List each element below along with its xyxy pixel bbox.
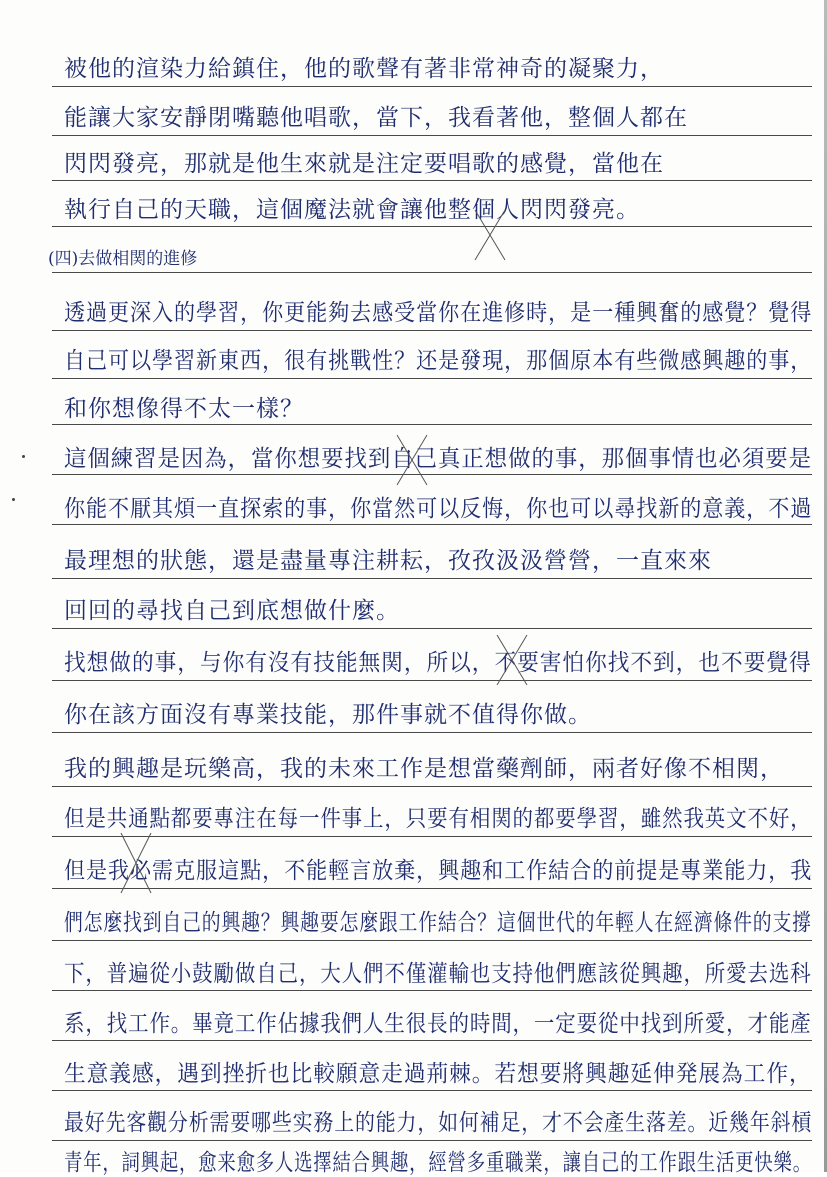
scan-speck	[12, 498, 15, 501]
handwritten-line: 最理想的狀態，還是盡量專注耕耘，孜孜汲汲營營，一直來來	[64, 548, 712, 574]
ruled-line	[52, 628, 812, 629]
ruled-line	[52, 1090, 812, 1091]
handwritten-line: 透過更深入的學習，你更能夠去感受當你在進修時，是一種興奮的感覺？覺得	[64, 300, 813, 326]
ruled-line	[52, 474, 812, 475]
ruled-line	[52, 786, 812, 787]
ruled-line	[52, 578, 812, 579]
ruled-line	[52, 180, 812, 181]
ruled-line	[52, 524, 812, 525]
handwritten-line: 你在該方面沒有專業技能，那件事就不值得你做。	[64, 702, 592, 728]
handwritten-line: 生意義感，遇到挫折也比較願意走過荊棘。若想要將興趣延伸発展為工作，	[64, 1061, 812, 1087]
ruled-line	[52, 1040, 812, 1041]
scan-speck	[22, 455, 25, 458]
pencil-cross-mark	[392, 430, 432, 490]
handwritten-line: 你能不厭其煩一直探索的事，你當然可以反悔，你也可以尋找新的意義，不過	[64, 496, 813, 522]
pencil-cross-mark	[470, 205, 510, 265]
handwritten-line: 閃閃發亮，那就是他生來就是注定要唱歌的感覺，當他在	[64, 151, 664, 177]
ruled-line	[52, 680, 812, 681]
ruled-line	[52, 836, 812, 837]
section-heading: (四)去做相関的進修	[48, 249, 198, 269]
ruled-line	[52, 940, 812, 941]
handwritten-line: 們怎麼找到自己的興趣？興趣要怎麼跟工作結合？這個世代的年輕人在經濟條件的支撐	[64, 910, 812, 936]
handwritten-line: 自己可以學習新東西，很有挑戰性？还是發現，那個原本有些微感興趣的事，	[64, 348, 813, 374]
handwritten-line: 但是共通點都要專注在每一件事上，只要有相関的都要學習，雖然我英文不好，	[64, 806, 812, 832]
ruled-line	[52, 272, 812, 273]
handwritten-line: 找想做的事，与你有沒有技能無関，所以，不要害怕你找不到，也不要覺得	[64, 650, 812, 676]
handwritten-line: 被他的渲染力給鎮住，他的歌聲有著非常神奇的凝聚力，	[64, 56, 664, 82]
ruled-line	[52, 888, 812, 889]
ruled-line	[52, 330, 812, 331]
handwritten-line: 我的興趣是玩樂高，我的未來工作是想當藥劑師，兩者好像不相関，	[64, 756, 784, 782]
handwritten-line: 回回的尋找自己到底想做什麼。	[64, 598, 400, 624]
ruled-line	[52, 135, 812, 136]
ruled-line	[52, 424, 812, 425]
handwritten-line: 系，找工作。畢竟工作佔據我們人生很長的時間，一定要從中找到所愛，才能產	[64, 1011, 812, 1037]
handwritten-line: 執行自己的天職，這個魔法就會讓他整個人閃閃發亮。	[64, 197, 640, 223]
handwritten-line: 但是我必需克服這點，不能輕言放棄，興趣和工作結合的前提是專業能力，我	[64, 858, 813, 884]
handwritten-line: 下，普遍從小鼓勵做自己，大人們不僅灌輸也支持他們應該從興趣，所愛去选科	[64, 961, 812, 987]
handwritten-line: 這個練習是因為，當你想要找到自己真正想做的事，那個事情也必須要是	[64, 446, 813, 472]
ruled-line	[52, 732, 812, 733]
ruled-line	[52, 86, 812, 87]
handwritten-line: 青年，詞興起，愈来愈多人选擇結合興趣，經營多重職業，讓自己的工作跟生活更快樂。	[64, 1150, 812, 1176]
ruled-line	[52, 1140, 812, 1141]
handwritten-line: 和你想像得不太一樣？	[64, 396, 304, 422]
handwritten-line: 能讓大家安靜閉嘴聽他唱歌，當下，我看著他，整個人都在	[64, 105, 688, 131]
ruled-line	[52, 378, 812, 379]
handwritten-line: 最好先客觀分析需要哪些实務上的能力，如何補足，才不会產生落差。近幾年斜槓	[64, 1110, 813, 1136]
ruled-line	[52, 226, 812, 227]
pencil-cross-mark	[492, 630, 532, 690]
pencil-cross-mark	[116, 828, 156, 898]
ruled-line	[52, 990, 812, 991]
